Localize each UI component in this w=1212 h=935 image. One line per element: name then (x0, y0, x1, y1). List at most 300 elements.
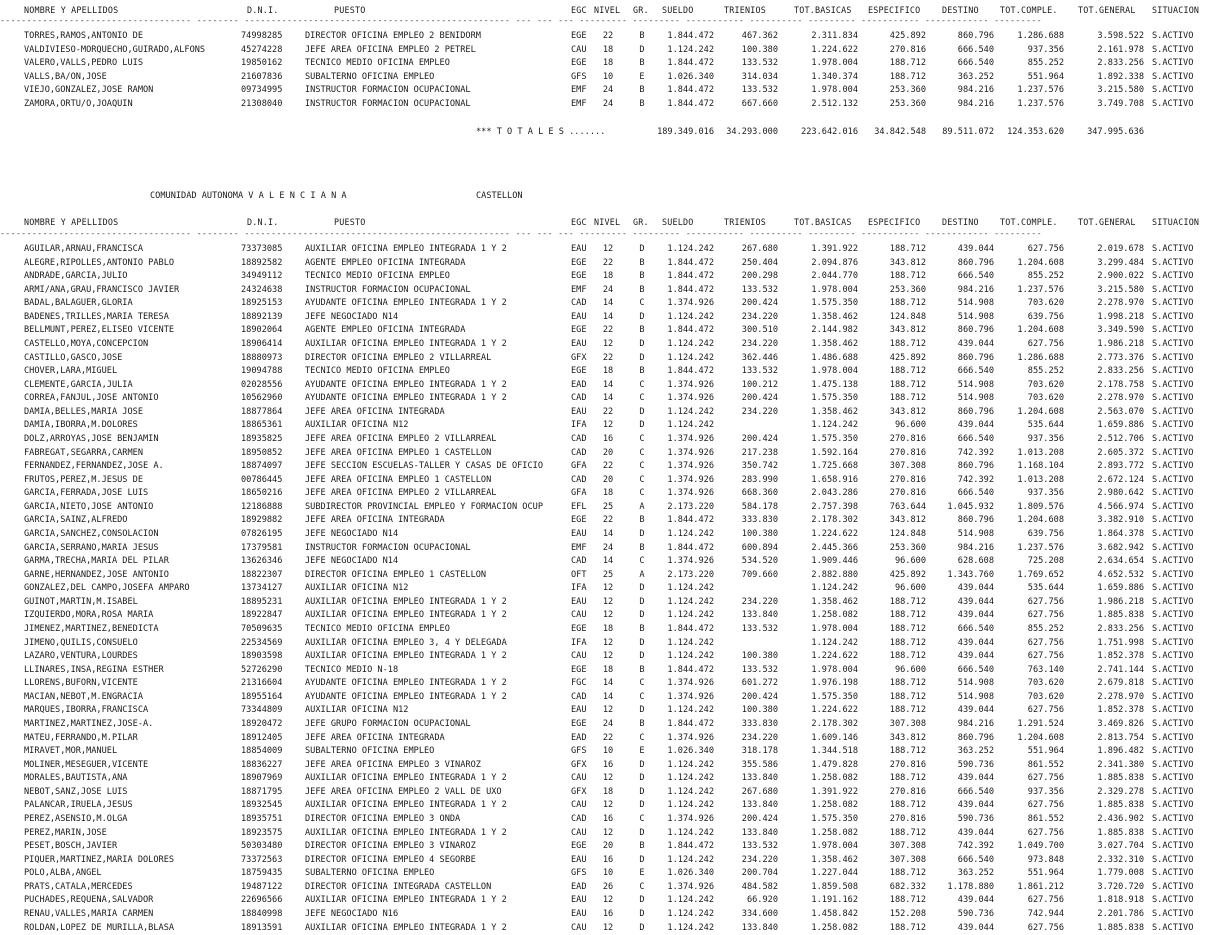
cell-gr: D (639, 854, 645, 865)
cell-nivel: 16 (602, 813, 614, 824)
cell-name: BELLMUNT,PEREZ,ELISEO VICENTE (24, 325, 175, 336)
cell-situacion: S.ACTIVO (1152, 637, 1194, 648)
cell-puesto: AUXILIAR OFICINA N12 (305, 583, 409, 594)
cell-name: PESET,BOSCH,JAVIER (24, 841, 118, 852)
cell-especifico: 188.712 (889, 366, 926, 377)
cell-puesto: INSTRUCTOR FORMACION OCUPACIONAL (305, 85, 471, 96)
cell-gr: D (639, 922, 645, 933)
cell-dni: 18895231 (241, 596, 283, 607)
cell-tot-comple: 551.964 (1027, 868, 1064, 879)
cell-tot-general: 2.980.642 (1097, 488, 1144, 499)
cell-dni: 45274228 (241, 44, 283, 55)
cell-dni: 74998285 (241, 31, 283, 41)
cell-name: GARCIA,SANCHEZ,CONSOLACION (24, 528, 159, 539)
cell-nivel: 12 (602, 610, 614, 621)
cell-situacion: S.ACTIVO (1152, 664, 1194, 675)
cell-puesto: JEFE SECCION ESCUELAS-TALLER Y CASAS DE OFICIO (305, 461, 543, 472)
cell-especifico: 188.712 (889, 922, 926, 933)
cell-tot-basicas: 1.258.082 (811, 610, 858, 621)
cell-puesto: TECNICO MEDIO OFICINA EMPLEO (305, 271, 450, 282)
table-row (0, 243, 1212, 256)
cell-especifico: 270.816 (889, 813, 926, 824)
cell-sueldo: 1.374.926 (667, 461, 714, 472)
cell-egc: EMF (571, 99, 587, 109)
cell-nivel: 18 (602, 366, 614, 377)
cell-trienios: 100.380 (741, 705, 778, 716)
table-row (0, 501, 1212, 514)
cell-name: ANDRADE,GARCIA,JULIO (24, 271, 128, 282)
cell-dni: 18903598 (241, 651, 283, 662)
cell-tot-basicas: 2.043.286 (811, 488, 858, 499)
cell-destino: 742.392 (957, 841, 994, 852)
cell-nivel: 20 (602, 447, 614, 458)
cell-tot-basicas: 1.344.518 (811, 746, 858, 757)
header-tot-basicas: TOT.BASICAS (794, 5, 852, 15)
cell-nivel: 20 (602, 841, 614, 852)
cell-tot-general: 2.833.256 (1097, 623, 1144, 634)
cell-puesto: JEFE NEGOCIADO N14 (305, 556, 399, 567)
cell-puesto: TECNICO MEDIO OFICINA EMPLEO (305, 623, 450, 634)
cell-destino: 439.044 (957, 244, 994, 254)
cell-name: RENAU,VALLES,MARIA CARMEN (24, 908, 154, 919)
cell-name: GONZALEZ,DEL CAMPO,JOSEFA AMPARO (24, 583, 190, 594)
cell-dni: 70509635 (241, 623, 283, 634)
header-situacion: SITUACION (1152, 217, 1200, 227)
cell-puesto: AUXILIAR OFICINA EMPLEO INTEGRADA 1 Y 2 (305, 338, 507, 349)
header-divider-main: ------------------------------------ -------- -------------------------------------------------- --- --- --- --------- --------- ----------- ---------- --------- ----------- ------------ --------- (0, 229, 1043, 238)
cell-situacion: S.ACTIVO (1152, 813, 1194, 824)
cell-destino: 860.796 (957, 732, 994, 743)
table-row (0, 691, 1212, 704)
cell-sueldo: 1.844.472 (667, 718, 714, 729)
cell-especifico: 307.308 (889, 841, 926, 852)
cell-tot-general: 1.885.838 (1097, 610, 1144, 621)
cell-egc: IFA (571, 583, 587, 594)
cell-dni: 18907969 (241, 773, 283, 784)
cell-dni: 24324638 (241, 284, 283, 295)
cell-situacion: S.ACTIVO (1152, 325, 1194, 336)
cell-tot-general: 3.749.708 (1097, 99, 1144, 109)
cell-sueldo: 1.124.242 (667, 244, 714, 254)
cell-dni: 18929882 (241, 515, 283, 526)
cell-name: TORRES,RAMOS,ANTONIO DE (24, 31, 143, 41)
cell-tot-basicas: 1.575.350 (811, 298, 858, 309)
cell-puesto: AYUDANTE OFICINA EMPLEO INTEGRADA 1 Y 2 (305, 393, 507, 404)
cell-dni: 73344809 (241, 705, 283, 716)
cell-tot-basicas: 1.978.004 (811, 58, 858, 69)
cell-tot-comple: 861.552 (1027, 813, 1064, 824)
cell-situacion: S.ACTIVO (1152, 515, 1194, 526)
cell-puesto: JEFE AREA OFICINA INTEGRADA (305, 732, 445, 743)
cell-nivel: 10 (602, 746, 614, 757)
table-row (0, 338, 1212, 351)
cell-situacion: S.ACTIVO (1152, 759, 1194, 770)
cell-nivel: 18 (602, 271, 614, 282)
cell-sueldo: 1.124.242 (667, 338, 714, 349)
cell-dni: 18877864 (241, 406, 283, 417)
cell-trienios: 334.600 (741, 908, 778, 919)
cell-dni: 19487122 (241, 881, 283, 892)
cell-name: PUCHADES,REQUENA,SALVADOR (24, 895, 154, 906)
cell-trienios: 200.424 (741, 691, 778, 702)
cell-tot-basicas: 1.978.004 (811, 841, 858, 852)
cell-tot-comple: 1.049.700 (1017, 841, 1064, 852)
table-row (0, 392, 1212, 405)
table-row (0, 609, 1212, 622)
cell-name: VALERO,VALLS,PEDRO LUIS (24, 58, 143, 69)
cell-tot-general: 1.885.838 (1097, 827, 1144, 838)
cell-name: JIMENEZ,MARTINEZ,BENEDICTA (24, 623, 159, 634)
cell-sueldo: 1.374.926 (667, 298, 714, 309)
cell-gr: E (639, 71, 645, 82)
cell-puesto: DIRECTOR OFICINA EMPLEO 2 VILLARREAL (305, 352, 492, 363)
cell-gr: D (639, 596, 645, 607)
cell-tot-general: 1.818.918 (1097, 895, 1144, 906)
cell-tot-comple: 703.620 (1027, 393, 1064, 404)
cell-sueldo: 1.124.242 (667, 922, 714, 933)
cell-destino: 439.044 (957, 705, 994, 716)
cell-sueldo: 1.124.242 (667, 311, 714, 322)
cell-gr: D (639, 637, 645, 648)
cell-dni: 18935825 (241, 433, 283, 444)
cell-egc: GFX (571, 352, 587, 363)
cell-name: GARCIA,SAINZ,ALFREDO (24, 515, 128, 526)
cell-name: JIMENO,QUILIS,CONSUELO (24, 637, 138, 648)
cell-puesto: AYUDANTE OFICINA EMPLEO INTEGRADA 1 Y 2 (305, 379, 507, 390)
header-tot-general: TOT.GENERAL (1078, 5, 1136, 15)
cell-destino: 590.736 (957, 908, 994, 919)
cell-gr: C (639, 461, 645, 472)
cell-egc: GFA (571, 461, 587, 472)
cell-name: GARCIA,NIETO,JOSE ANTONIO (24, 501, 154, 512)
cell-trienios: 100.380 (741, 651, 778, 662)
cell-name: MACIAN,NEBOT,M.ENGRACIA (24, 691, 143, 702)
cell-tot-comple: 627.756 (1027, 773, 1064, 784)
cell-gr: D (639, 895, 645, 906)
cell-tot-basicas: 1.258.082 (811, 773, 858, 784)
cell-tot-comple: 551.964 (1027, 746, 1064, 757)
header-destino: DESTINO (942, 217, 979, 227)
cell-sueldo: 1.124.242 (667, 610, 714, 621)
cell-dni: 18920472 (241, 718, 283, 729)
table-row (0, 270, 1212, 283)
cell-destino: 984.216 (957, 542, 994, 553)
cell-trienios: 133.532 (741, 58, 778, 69)
cell-sueldo: 1.374.926 (667, 813, 714, 824)
cell-gr: B (639, 366, 645, 377)
cell-sueldo: 1.844.472 (667, 664, 714, 675)
cell-tot-comple: 627.756 (1027, 651, 1064, 662)
cell-destino: 666.540 (957, 433, 994, 444)
cell-especifico: 270.816 (889, 474, 926, 485)
cell-trienios: 200.424 (741, 813, 778, 824)
cell-name: LAZARO,VENTURA,LOURDES (24, 651, 138, 662)
cell-puesto: JEFE AREA OFICINA EMPLEO 3 VINAROZ (305, 759, 481, 770)
cell-situacion: S.ACTIVO (1152, 433, 1194, 444)
cell-sueldo: 1.844.472 (667, 257, 714, 268)
cell-egc: EAD (571, 379, 587, 390)
cell-dni: 18865361 (241, 420, 283, 431)
cell-situacion: S.ACTIVO (1152, 284, 1194, 295)
cell-dni: 18871795 (241, 786, 283, 797)
table-row (0, 650, 1212, 663)
cell-nivel: 14 (602, 298, 614, 309)
cell-dni: 18902064 (241, 325, 283, 336)
cell-tot-basicas: 1.978.004 (811, 366, 858, 377)
cell-egc: EMF (571, 284, 587, 295)
cell-gr: C (639, 433, 645, 444)
cell-tot-general: 3.027.704 (1097, 841, 1144, 852)
cell-egc: GFA (571, 488, 587, 499)
table-row (0, 732, 1212, 745)
cell-tot-basicas: 1.978.004 (811, 623, 858, 634)
cell-nivel: 12 (602, 773, 614, 784)
cell-egc: EAU (571, 895, 587, 906)
cell-tot-comple: 725.208 (1027, 556, 1064, 567)
table-row (0, 854, 1212, 867)
table-row (0, 623, 1212, 636)
cell-tot-basicas: 1.978.004 (811, 85, 858, 96)
header-row-main (0, 216, 1212, 229)
cell-trienios: 200.704 (741, 868, 778, 879)
cell-egc: EAU (571, 338, 587, 349)
cell-sueldo: 1.124.242 (667, 895, 714, 906)
cell-especifico: 307.308 (889, 718, 926, 729)
cell-tot-general: 2.178.758 (1097, 379, 1144, 390)
cell-nivel: 12 (602, 420, 614, 431)
cell-especifico: 188.712 (889, 868, 926, 879)
cell-especifico: 188.712 (889, 651, 926, 662)
cell-nivel: 24 (602, 284, 614, 295)
cell-situacion: S.ACTIVO (1152, 908, 1194, 919)
cell-puesto: AUXILIAR OFICINA EMPLEO INTEGRADA 1 Y 2 (305, 596, 507, 607)
cell-gr: D (639, 610, 645, 621)
table-row (0, 894, 1212, 907)
cell-situacion: S.ACTIVO (1152, 393, 1194, 404)
cell-tot-basicas: 2.094.876 (811, 257, 858, 268)
table-row (0, 433, 1212, 446)
cell-tot-comple: 937.356 (1027, 488, 1064, 499)
cell-puesto: TECNICO MEDIO N-18 (305, 664, 399, 675)
cell-tot-general: 1.885.838 (1097, 800, 1144, 811)
cell-tot-comple: 1.237.576 (1017, 85, 1064, 96)
cell-dni: 18906414 (241, 338, 283, 349)
cell-sueldo: 1.374.926 (667, 379, 714, 390)
cell-tot-comple: 855.252 (1027, 58, 1064, 69)
cell-tot-basicas: 1.124.242 (811, 637, 858, 648)
cell-egc: CAD (571, 474, 587, 485)
cell-name: GARCIA,SERRANO,MARIA JESUS (24, 542, 159, 553)
cell-tot-basicas: 1.575.350 (811, 393, 858, 404)
cell-egc: EGE (571, 515, 587, 526)
cell-name: DOLZ,ARROYAS,JOSE BENJAMIN (24, 433, 159, 444)
cell-name: DAMIA,BELLES,MARIA JOSE (24, 406, 143, 417)
header-puesto: PUESTO (334, 5, 366, 15)
cell-situacion: S.ACTIVO (1152, 732, 1194, 743)
cell-situacion: S.ACTIVO (1152, 85, 1194, 96)
cell-nivel: 24 (602, 85, 614, 96)
cell-tot-general: 1.885.838 (1097, 922, 1144, 933)
header-trienios: TRIENIOS (724, 217, 766, 227)
cell-trienios: 133.532 (741, 623, 778, 634)
cell-sueldo: 1.844.472 (667, 99, 714, 109)
cell-sueldo: 1.124.242 (667, 854, 714, 865)
cell-trienios: 200.424 (741, 393, 778, 404)
cell-destino: 514.908 (957, 393, 994, 404)
cell-sueldo: 1.124.242 (667, 827, 714, 838)
cell-gr: C (639, 379, 645, 390)
cell-especifico: 188.712 (889, 71, 926, 82)
cell-situacion: S.ACTIVO (1152, 447, 1194, 458)
cell-destino: 439.044 (957, 800, 994, 811)
cell-situacion: S.ACTIVO (1152, 257, 1194, 268)
cell-sueldo: 1.844.472 (667, 58, 714, 69)
totals-tot-general: 347.995.636 (1087, 127, 1144, 137)
table-row (0, 664, 1212, 677)
cell-tot-general: 4.566.974 (1097, 501, 1144, 512)
cell-destino: 439.044 (957, 338, 994, 349)
cell-especifico: 96.600 (894, 664, 926, 675)
cell-especifico: 253.360 (889, 85, 926, 96)
cell-situacion: S.ACTIVO (1152, 379, 1194, 390)
cell-tot-general: 2.605.372 (1097, 447, 1144, 458)
cell-name: MORALES,BAUTISTA,ANA (24, 773, 128, 784)
cell-situacion: S.ACTIVO (1152, 583, 1194, 594)
cell-nivel: 18 (602, 623, 614, 634)
cell-tot-general: 2.278.970 (1097, 393, 1144, 404)
cell-tot-comple: 1.809.576 (1017, 501, 1064, 512)
cell-situacion: S.ACTIVO (1152, 298, 1194, 309)
cell-sueldo: 1.844.472 (667, 366, 714, 377)
cell-situacion: S.ACTIVO (1152, 691, 1194, 702)
cell-nivel: 22 (602, 325, 614, 336)
cell-puesto: SUBALTERNO OFICINA EMPLEO (305, 71, 435, 82)
cell-especifico: 343.812 (889, 515, 926, 526)
table-row (0, 840, 1212, 853)
cell-name: CASTELLO,MOYA,CONCEPCION (24, 338, 149, 349)
cell-name: NEBOT,SANZ,JOSE LUIS (24, 786, 128, 797)
cell-trienios: 200.424 (741, 433, 778, 444)
cell-situacion: S.ACTIVO (1152, 718, 1194, 729)
cell-gr: B (639, 841, 645, 852)
cell-gr: D (639, 827, 645, 838)
cell-gr: D (639, 759, 645, 770)
header-divider-top: ------------------------------------ -------- -------------------------------------------------- --- --- --- --------- --------- ----------- ---------- --------- ----------- ------------ --------- (0, 16, 1043, 25)
cell-puesto: AUXILIAR OFICINA EMPLEO INTEGRADA 1 Y 2 (305, 244, 507, 254)
cell-egc: EGE (571, 664, 587, 675)
cell-destino: 860.796 (957, 461, 994, 472)
cell-especifico: 188.712 (889, 746, 926, 757)
cell-situacion: S.ACTIVO (1152, 474, 1194, 485)
cell-sueldo: 1.844.472 (667, 841, 714, 852)
cell-especifico: 188.712 (889, 271, 926, 282)
cell-especifico: 253.360 (889, 542, 926, 553)
cell-name: ZAMORA,ORTU/O,JOAQUIN (24, 99, 133, 109)
cell-situacion: S.ACTIVO (1152, 651, 1194, 662)
header-egc: EGC (571, 5, 587, 15)
cell-sueldo: 1.844.472 (667, 31, 714, 41)
cell-tot-comple: 627.756 (1027, 827, 1064, 838)
cell-tot-comple: 1.204.608 (1017, 406, 1064, 417)
cell-tot-comple: 627.756 (1027, 338, 1064, 349)
table-row (0, 772, 1212, 785)
cell-sueldo: 1.124.242 (667, 705, 714, 716)
cell-gr: B (639, 664, 645, 675)
cell-dni: 18935751 (241, 813, 283, 824)
cell-tot-general: 2.773.376 (1097, 352, 1144, 363)
cell-destino: 860.796 (957, 406, 994, 417)
cell-sueldo: 1.374.926 (667, 433, 714, 444)
cell-tot-comple: 535.644 (1027, 420, 1064, 431)
cell-tot-general: 3.720.720 (1097, 881, 1144, 892)
cell-especifico: 188.712 (889, 800, 926, 811)
cell-destino: 439.044 (957, 637, 994, 648)
cell-especifico: 188.712 (889, 596, 926, 607)
header-dni: D.N.I. (247, 5, 279, 15)
cell-tot-general: 3.215.580 (1097, 284, 1144, 295)
cell-egc: EGE (571, 31, 587, 41)
cell-puesto: AUXILIAR OFICINA EMPLEO 3, 4 Y DELEGADA (305, 637, 507, 648)
cell-puesto: DIRECTOR OFICINA EMPLEO 3 VINAROZ (305, 841, 476, 852)
cell-tot-basicas: 1.224.622 (811, 651, 858, 662)
cell-tot-comple: 1.237.576 (1017, 542, 1064, 553)
cell-tot-general: 1.751.998 (1097, 637, 1144, 648)
cell-tot-comple: 627.756 (1027, 610, 1064, 621)
table-row (0, 582, 1212, 595)
cell-egc: EAU (571, 596, 587, 607)
cell-situacion: S.ACTIVO (1152, 501, 1194, 512)
cell-situacion: S.ACTIVO (1152, 623, 1194, 634)
cell-situacion: S.ACTIVO (1152, 881, 1194, 892)
cell-puesto: TECNICO MEDIO OFICINA EMPLEO (305, 58, 450, 69)
cell-gr: E (639, 868, 645, 879)
cell-dni: 18925153 (241, 298, 283, 309)
cell-situacion: S.ACTIVO (1152, 596, 1194, 607)
cell-especifico: 763.644 (889, 501, 926, 512)
cell-egc: GFS (571, 868, 587, 879)
cell-trienios: 300.510 (741, 325, 778, 336)
cell-egc: EAU (571, 406, 587, 417)
cell-nivel: 18 (602, 488, 614, 499)
cell-egc: EAU (571, 908, 587, 919)
cell-trienios: 234.220 (741, 854, 778, 865)
cell-dni: 18913591 (241, 922, 283, 933)
cell-dni: 18650216 (241, 488, 283, 499)
cell-especifico: 188.712 (889, 623, 926, 634)
totals-destino: 89.511.072 (942, 127, 994, 137)
cell-tot-basicas: 1.124.242 (811, 583, 858, 594)
cell-trienios: 601.272 (741, 678, 778, 689)
cell-egc: EGE (571, 257, 587, 268)
cell-tot-comple: 1.168.104 (1017, 461, 1064, 472)
cell-tot-comple: 1.204.608 (1017, 257, 1064, 268)
cell-puesto: SUBDIRECTOR PROVINCIAL EMPLEO Y FORMACION OCUP (305, 501, 543, 512)
cell-name: CHOVER,LARA,MIGUEL (24, 366, 118, 377)
cell-trienios: 584.178 (741, 501, 778, 512)
cell-egc: EGE (571, 271, 587, 282)
cell-sueldo: 1.124.242 (667, 583, 714, 594)
cell-tot-general: 2.278.970 (1097, 691, 1144, 702)
cell-destino: 742.392 (957, 474, 994, 485)
cell-sueldo: 1.844.472 (667, 325, 714, 336)
table-row (0, 419, 1212, 432)
cell-destino: 666.540 (957, 623, 994, 634)
cell-tot-general: 2.634.654 (1097, 556, 1144, 567)
cell-dni: 00786445 (241, 474, 283, 485)
cell-dni: 13626346 (241, 556, 283, 567)
cell-sueldo: 1.124.242 (667, 352, 714, 363)
cell-nivel: 22 (602, 732, 614, 743)
